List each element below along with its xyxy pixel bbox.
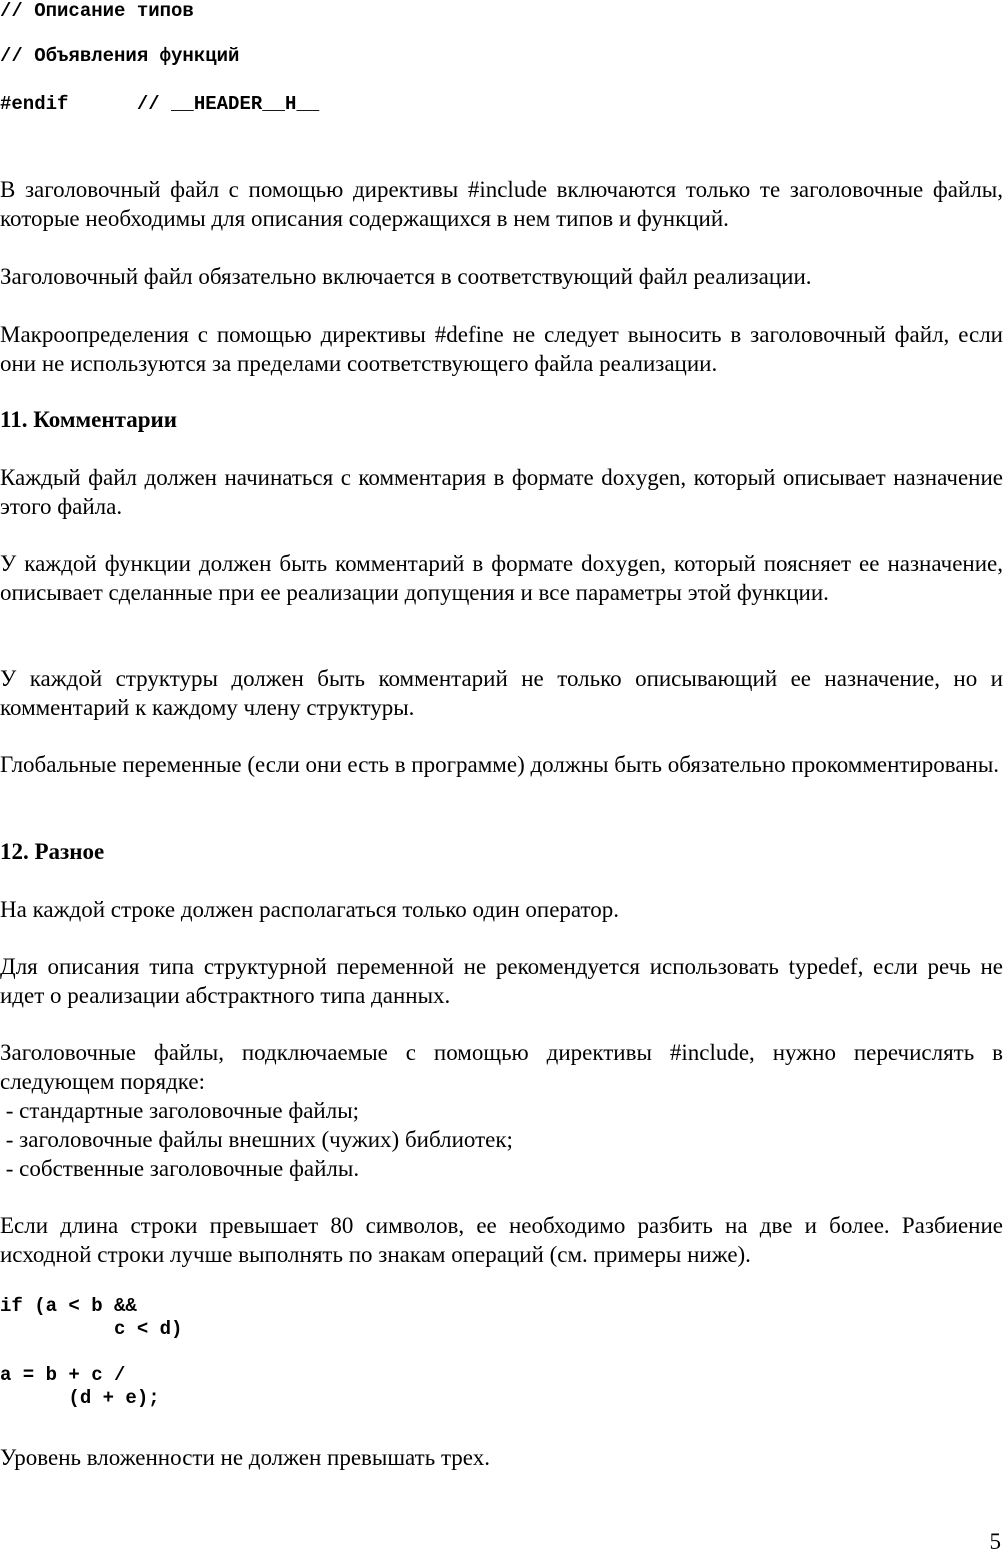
paragraph-globals-comment: Глобальные переменные (если они есть в программе) должны быть обязательно прокомментированы. — [0, 752, 1000, 777]
code-example-assignment: a = b + c / (d + e); — [0, 1364, 160, 1409]
paragraph-include-order: Заголовочные файлы, подключаемые с помощью директивы #include, нужно перечислять в следующем порядке: — [0, 1040, 1003, 1094]
paragraph-header-included: Заголовочный файл обязательно включается в соответствующий файл реализации. — [0, 264, 812, 289]
paragraph-file-comment: Каждый файл должен начинаться с комментария в формате doxygen, который описывает назначение этого файла. — [0, 465, 1003, 519]
paragraph-include-only-needed: В заголовочный файл с помощью директивы #include включаются только те заголовочные файлы, которые необходимы для описания содержащихся в нем типов и функций. — [0, 177, 1003, 231]
code-endif: #endif // __HEADER__H__ — [0, 93, 320, 115]
list-item: - стандартные заголовочные файлы; — [0, 1098, 360, 1123]
code-example-if: if (a < b && c < d) — [0, 1295, 183, 1340]
include-order-block — [0, 1038, 1003, 1183]
code-comment-types: // Описание типов — [0, 0, 194, 22]
paragraph-typedef: Для описания типа структурной переменной не рекомендуется использовать typedef, если речь не идет о реализации абстрактного типа данных. — [0, 954, 1003, 1008]
paragraph-function-comment: У каждой функции должен быть комментарий в формате doxygen, который поясняет ее назначение, описывает сделанные при ее реализации допущения и все параметры этой функции. — [0, 551, 1003, 605]
section-heading-misc: 12. Разное — [0, 839, 105, 864]
code-comment-functions: // Объявления функций — [0, 45, 240, 67]
page-number: 5 — [989, 1529, 1001, 1554]
paragraph-define-macros: Макроопределения с помощью директивы #define не следует выносить в заголовочный файл, если они не используются за пределами соответствующего файла реализации. — [0, 322, 1003, 376]
paragraph-nesting-level: Уровень вложенности не должен превышать трех. — [0, 1445, 490, 1470]
section-heading-comments: 11. Комментарии — [0, 407, 177, 432]
list-item: - заголовочные файлы внешних (чужих) библиотек; — [0, 1127, 513, 1152]
list-item: - собственные заголовочные файлы. — [0, 1156, 360, 1181]
paragraph-struct-comment: У каждой структуры должен быть комментарий не только описывающий ее назначение, но и комментарий к каждому члену структуры. — [0, 666, 1003, 720]
paragraph-one-operator: На каждой строке должен располагаться только один оператор. — [0, 897, 620, 922]
paragraph-line-length: Если длина строки превышает 80 символов, ее необходимо разбить на две и более. Разбиение исходной строки лучше выполнять по знакам операций (см. примеры ниже). — [0, 1213, 1003, 1267]
